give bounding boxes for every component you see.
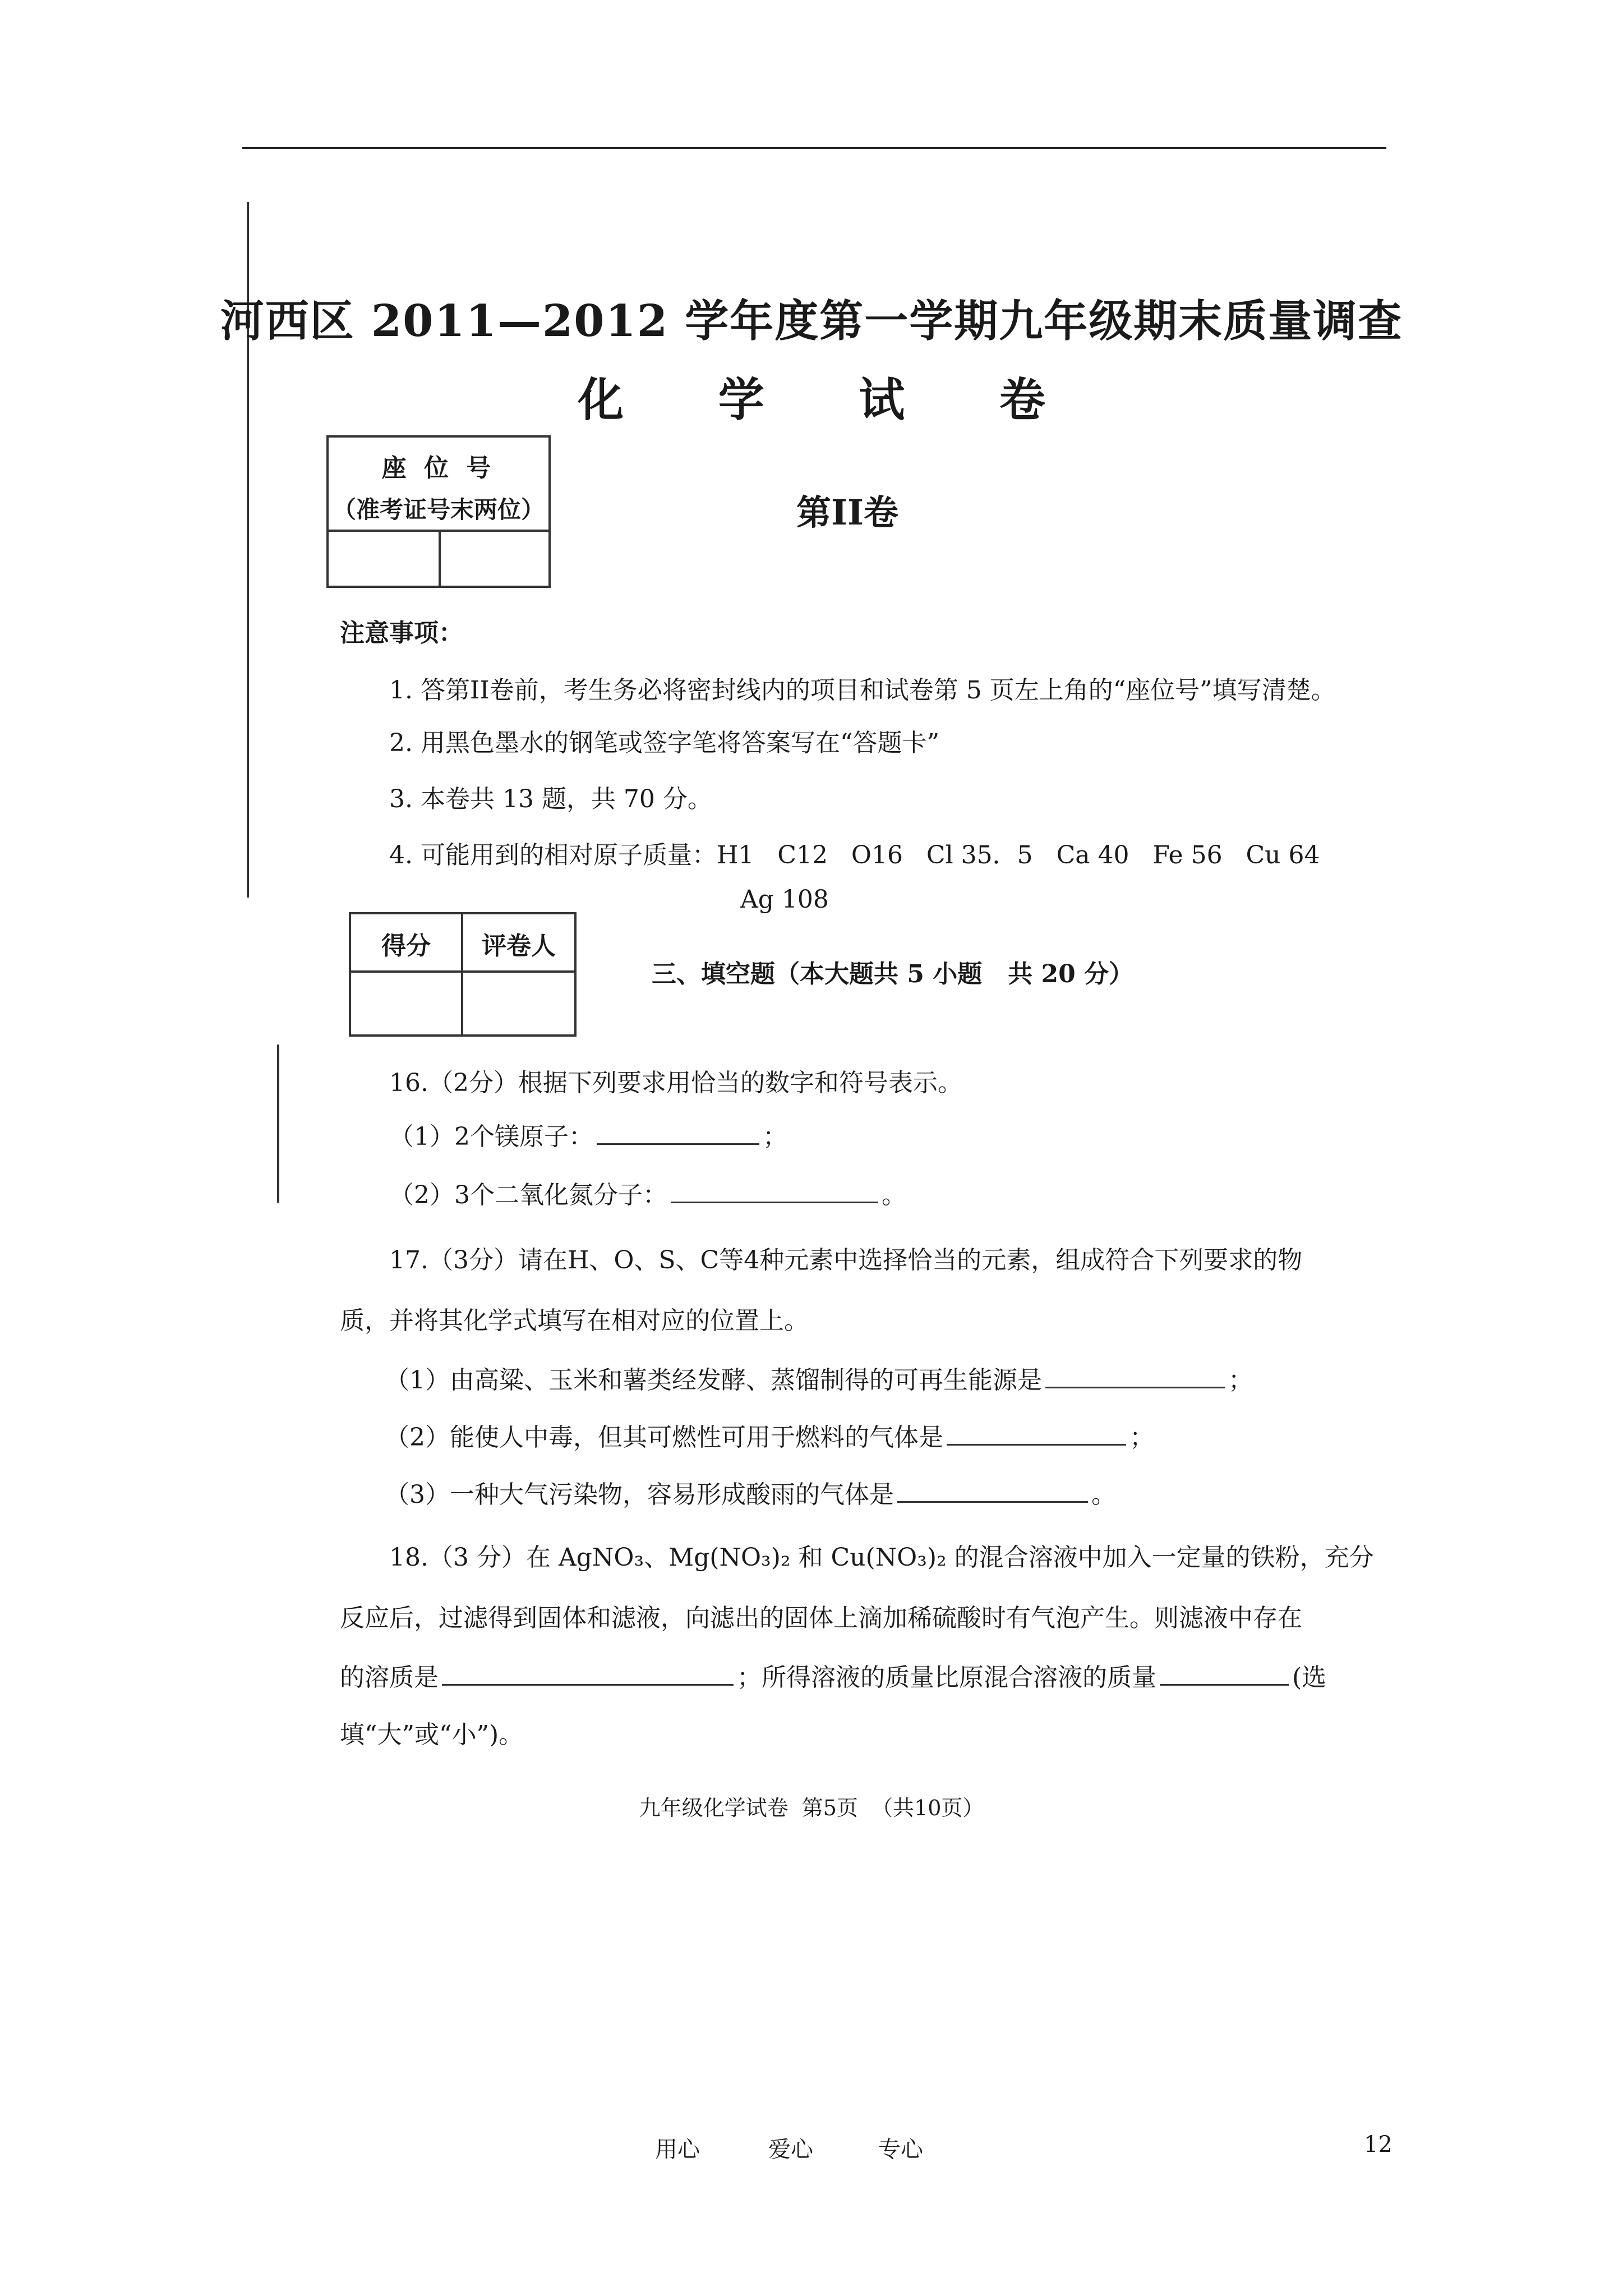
notice-item-2: 2. 用黑色墨水的钢笔或签字笔将答案写在“答题卡” [389,729,939,757]
q17-part1-end: ； [1228,1366,1253,1395]
q16-part2 [389,1175,906,1211]
q18-line3 [340,1657,1326,1693]
seat-number-label: 座 位 号 [381,454,496,482]
q18-line3-text-a: 的溶质是 [340,1663,439,1692]
binding-line-lower [277,1045,279,1203]
q16-stem: 16.（2分）根据下列要求用恰当的数字和符号表示。 [389,1069,962,1097]
q17-part2 [385,1417,1154,1453]
top-rule [242,147,1386,149]
q18-line1: 18.（3 分）在 AgNO₃、Mg(NO₃)₂ 和 Cu(NO₃)₂ 的混合溶液中加入一定量的铁粉，充分 [389,1543,1374,1572]
q16-part2-blank[interactable] [671,1181,878,1203]
q16-part2-text: （2）3个二氧化氮分子： [389,1181,667,1209]
score-box [349,912,577,1037]
q18-line3-text-c: (选 [1292,1663,1327,1692]
section-heading: 三、填空题（本大题共 5 小题 共 20 分） [652,960,1134,988]
q17-part3-end: 。 [1091,1480,1116,1509]
q16-part1-text: （1）2个镁原子： [389,1122,593,1151]
q18-solute-blank[interactable] [442,1664,734,1686]
q17-stem-line2: 质，并将其化学式填写在相对应的位置上。 [340,1306,809,1335]
notice-item-4: 4. 可能用到的相对原子质量：H1 C12 O16 Cl 35．5 Ca 40 Fe 56 Cu 64 [389,841,1320,869]
q18-line2: 反应后，过滤得到固体和滤液，向滤出的固体上滴加稀硫酸时有气泡产生。则滤液中存在 [340,1604,1302,1632]
exam-title: 河西区 2011—2012 学年度第一学期九年级期末质量调查 [220,296,1403,347]
page-footer: 九年级化学试卷 第5页 （共10页） [639,1796,984,1820]
q16-part1-end: ； [763,1122,787,1151]
q16-part1 [389,1116,787,1152]
q17-part2-text: （2）能使人中毒，但其可燃性可用于燃料的气体是 [385,1423,943,1452]
q18-mass-blank[interactable] [1160,1664,1289,1686]
q17-part2-end: ； [1129,1423,1154,1452]
motto-3: 专心 [878,2137,923,2162]
q18-line4: 填“大”或“小”)。 [340,1720,524,1749]
score-box-vdivider [461,914,463,1034]
q17-part3-blank[interactable] [897,1481,1088,1503]
q17-part1 [385,1360,1253,1396]
q17-part2-blank[interactable] [947,1424,1126,1446]
q17-part1-text: （1）由高粱、玉米和薯类经发酵、蒸馏制得的可再生能源是 [385,1366,1042,1395]
motto-1: 用心 [655,2137,700,2162]
grader-label: 评卷人 [482,932,556,960]
volume-title: 第II卷 [796,492,899,533]
q17-part1-blank[interactable] [1045,1366,1225,1388]
seat-number-sublabel: （准考证号末两位） [332,496,545,523]
notice-item-3: 3. 本卷共 13 题，共 70 分。 [389,785,712,813]
seat-number-box [326,435,551,588]
score-label: 得分 [381,932,431,960]
seat-box-cell-divider [439,530,441,586]
q16-part2-end: 。 [882,1181,906,1209]
q17-stem-line1: 17.（3分）请在H、O、S、C等4种元素中选择恰当的元素，组成符合下列要求的物 [389,1246,1303,1274]
q16-part1-blank[interactable] [597,1123,759,1145]
q18-line3-text-b: ；所得溶液的质量比原混合溶液的质量 [737,1663,1156,1692]
page-number: 12 [1364,2132,1393,2157]
q17-part3 [385,1474,1116,1510]
exam-subtitle: 化 学 试 卷 [578,373,1085,427]
motto-2: 爱心 [768,2137,813,2162]
notice-heading: 注意事项： [340,619,463,647]
q17-part3-text: （3）一种大气污染物，容易形成酸雨的气体是 [385,1480,894,1509]
notice-item-1: 1. 答第II卷前，考生务必将密封线内的项目和试卷第 5 页左上角的“座位号”填写清楚。 [389,676,1336,705]
notice-item-4-cont: Ag 108 [740,885,829,914]
